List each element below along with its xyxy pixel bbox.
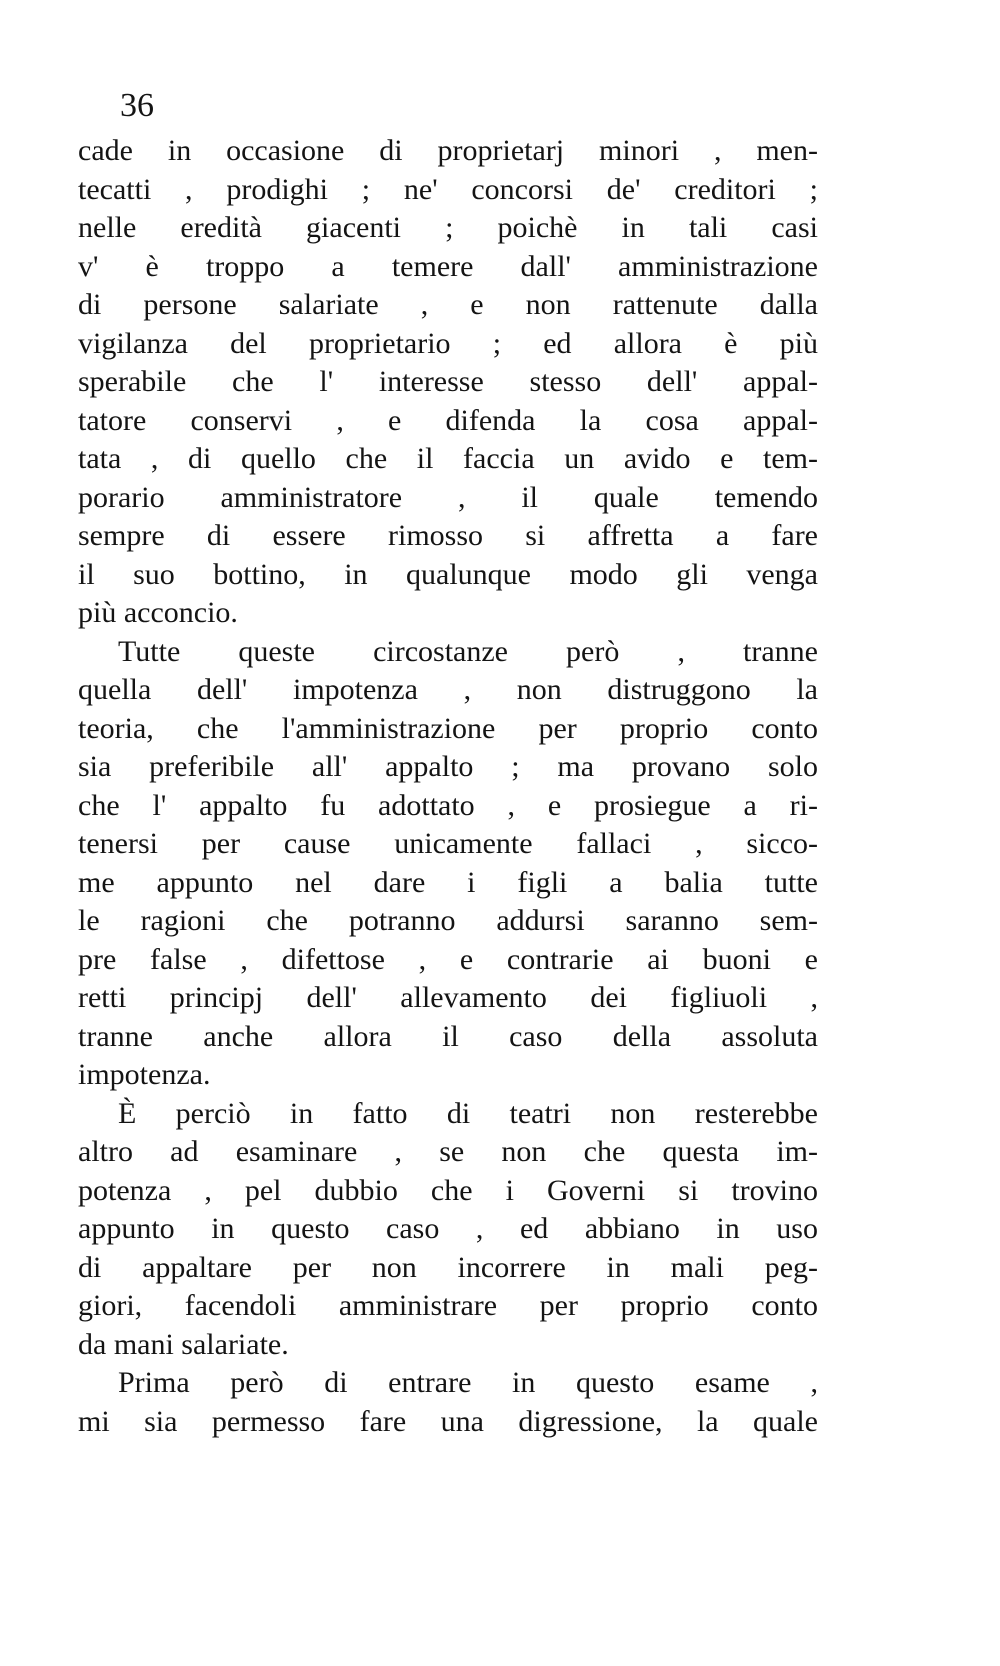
text-line: tranne anche allora il caso della assoluta: [78, 1019, 818, 1053]
text-line: tenersi per cause unicamente fallaci , sicco-: [78, 827, 818, 860]
text-line: appunto in questo caso , ed abbiano in uso: [78, 1212, 818, 1245]
text-line: sia preferibile all' appalto ; ma provano solo: [78, 750, 818, 783]
text-line: di persone salariate , e non rattenute dalla: [78, 288, 818, 321]
text-line: porario amministratore , il quale temendo: [78, 480, 818, 514]
text-line: il suo bottino, in qualunque modo gli venga: [78, 557, 818, 591]
text-line: tata , di quello che il faccia un avido e tem-: [78, 442, 818, 475]
text-line: È perciò in fatto di teatri non resterebbe: [118, 1096, 818, 1130]
text-line: sempre di essere rimosso si affretta a fare: [78, 519, 818, 552]
page-number: 36: [120, 87, 154, 124]
text-line: retti principj dell' allevamento dei figliuoli ,: [78, 981, 818, 1014]
text-line: v' è troppo a temere dall' amministrazione: [78, 249, 818, 283]
text-line: giori, facendoli amministrare per proprio conto: [78, 1289, 818, 1322]
text-line: altro ad esaminare , se non che questa im-: [78, 1135, 818, 1168]
text-line: impotenza.: [78, 1058, 211, 1091]
text-line: teoria, che l'amministrazione per proprio conto: [78, 711, 818, 745]
text-line: da mani salariate.: [78, 1327, 289, 1361]
text-line: pre false , difettose , e contrarie ai buoni e: [78, 942, 818, 976]
text-line: che l' appalto fu adottato , e prosiegue a ri-: [78, 788, 818, 822]
text-line: tecatti , prodighi ; ne' concorsi de' creditori ;: [78, 172, 818, 206]
text-line: cade in occasione di proprietarj minori , men-: [78, 134, 818, 167]
text-line: sperabile che l' interesse stesso dell' appal-: [78, 365, 818, 398]
text-line: mi sia permesso fare una digressione, la quale: [78, 1404, 818, 1438]
body-text: [78, 132, 818, 1441]
text-line: nelle eredità giacenti ; poichè in tali casi: [78, 211, 818, 244]
text-line: di appaltare per non incorrere in mali peg-: [78, 1250, 818, 1284]
text-line: potenza , pel dubbio che i Governi si trovino: [78, 1173, 818, 1207]
text-line: Tutte queste circostanze però , tranne: [118, 634, 818, 668]
text-line: tatore conservi , e difenda la cosa appal-: [78, 403, 818, 437]
text-line: vigilanza del proprietario ; ed allora è più: [78, 326, 818, 360]
text-line: me appunto nel dare i figli a balia tutte: [78, 865, 818, 899]
text-line: più acconcio.: [78, 596, 238, 629]
text-line: quella dell' impotenza , non distruggono la: [78, 673, 818, 706]
text-line: Prima però di entrare in questo esame ,: [118, 1366, 818, 1399]
text-line: le ragioni che potranno addursi saranno sem-: [78, 904, 818, 937]
